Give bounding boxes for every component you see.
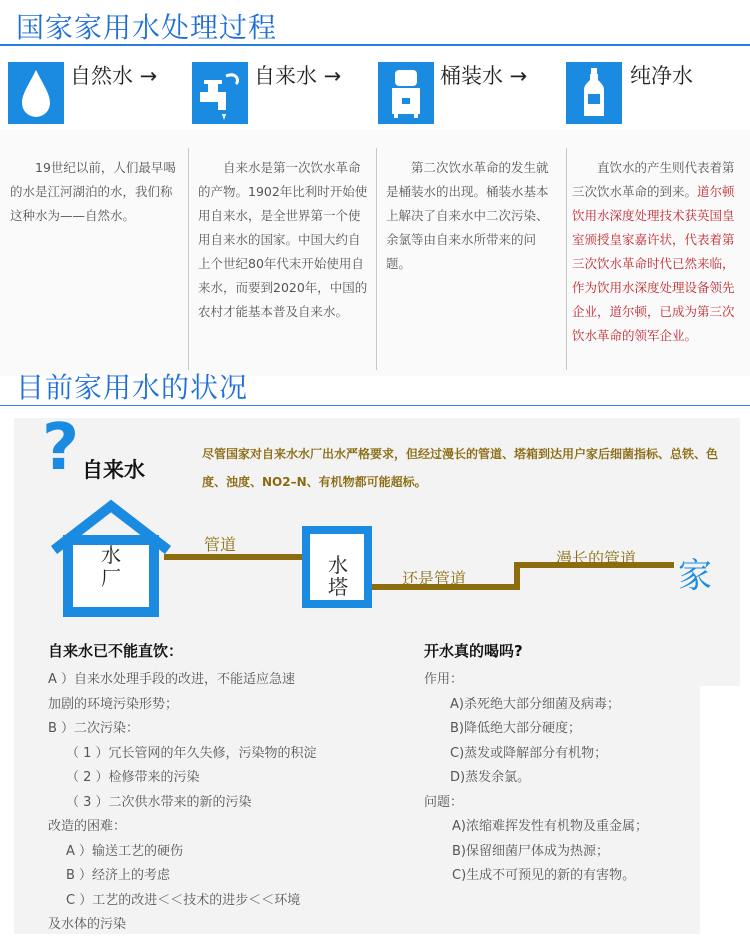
right-section-title: 开水真的喝吗? <box>424 642 523 660</box>
text-line: A)杀死绝大部分细菌及病毒； <box>450 696 620 712</box>
column-text-highlight: 道尔顿饮用水深度处理技术获英国皇室颁授皇家嘉许状，代表着第三次饮水革命时代已然来临，作为饮用水深度处理设备领先企业，道尔顿，已成为第三次饮水革命的领军企业。 <box>572 184 735 343</box>
water-drop-icon <box>8 62 64 124</box>
text-line: C ）工艺的改进＜＜技术的进步＜＜环境 <box>66 892 301 908</box>
water-dispenser-icon <box>378 62 434 124</box>
column-bottled-water <box>386 156 560 276</box>
section2-title: 目前家用水的状况 <box>16 371 249 404</box>
pipe-label-1: 管道 <box>204 535 237 554</box>
column-divider <box>376 148 377 370</box>
column-text <box>572 156 746 348</box>
step-label-tap: 自来水 → <box>254 64 342 88</box>
step-label-bottled: 桶装水 → <box>440 64 528 88</box>
left-section-title: 自来水已不能直饮： <box>48 642 184 660</box>
column-text-plain: 直饮水的产生则代表着第三次饮水革命的到来。 <box>572 160 735 199</box>
text-line: B ）经济上的考虑 <box>66 868 171 883</box>
section2-divider <box>0 405 750 406</box>
text-line: A ）自来水处理手段的改进，不能适应急速 <box>48 672 296 687</box>
text-line: 作用： <box>424 672 464 687</box>
pipe-label-3: 漫长的管道 <box>556 549 637 568</box>
text-line: 改造的困难： <box>48 819 127 834</box>
pipe-label-2: 还是管道 <box>402 569 467 588</box>
column-divider <box>188 148 189 370</box>
text-line: A ）输送工艺的硬伤 <box>66 843 184 859</box>
column-pure-water <box>572 156 746 348</box>
question-mark-icon: ? <box>42 411 80 485</box>
text-line: C)生成不可预见的新的有害物。 <box>452 868 636 883</box>
text-line: （ 3 ）二次供水带来的新的污染 <box>66 794 252 810</box>
column-text: 自来水是第一次饮水革命的产物。1902年比利时开始使用自来水，是全世界第一个使用自来水的国家。中国大约自上个世纪80年代末开始使用自来水，而要到2020年，中国的农村才能基本普及自来水。 <box>198 160 368 319</box>
column-text: 第二次饮水革命的发生就是桶装水的出现。桶装水基本上解决了自来水中二次污染、余氯等由自来水所带来的问题。 <box>386 160 549 271</box>
text-line: B)降低绝大部分硬度； <box>450 721 581 736</box>
text-line: B)保留细菌尸体成为热源； <box>452 843 609 859</box>
column-natural-water <box>10 156 182 228</box>
text-line: 及水体的污染 <box>48 917 127 932</box>
tower-label: 水 塔 <box>328 553 348 599</box>
text-line: （ 2 ）检修带来的污染 <box>66 770 200 785</box>
text-line: 加剧的环境污染形势； <box>48 696 179 712</box>
panel-notch <box>700 686 750 934</box>
column-tap-water <box>198 156 372 324</box>
text-line: A)浓缩难挥发性有机物及重金属； <box>452 819 648 834</box>
text-line: D)蒸发余氯。 <box>450 770 531 785</box>
column-text: 19世纪以前，人们最早喝的水是江河湖泊的水，我们称这种水为——自然水。 <box>10 160 176 223</box>
faucet-icon <box>192 62 248 124</box>
text-line: B ）二次污染： <box>48 721 140 736</box>
factory-label: 水 厂 <box>101 543 121 590</box>
intro-text: 尽管国家对自来水水厂出水严格要求，但经过漫长的管道、塔箱到达用户家后细菌指标、总铁、色度、浊度、NO2–N、有机物都可能超标。 <box>202 447 719 489</box>
step-label-natural: 自然水 → <box>70 64 158 88</box>
tap-water-label: 自来水 <box>82 458 145 482</box>
section1-title: 国家家用水处理过程 <box>16 11 278 44</box>
bottle-icon <box>566 62 622 124</box>
text-line: （ 1 ）冗长管网的年久失修，污染物的积淀 <box>66 745 317 761</box>
text-line: C)蒸发或降解部分有机物； <box>450 745 608 761</box>
section1-divider <box>0 44 750 46</box>
column-divider <box>566 148 567 370</box>
home-label: 家 <box>678 556 712 596</box>
step-label-pure: 纯净水 <box>630 64 693 88</box>
text-line: 问题： <box>424 794 464 810</box>
